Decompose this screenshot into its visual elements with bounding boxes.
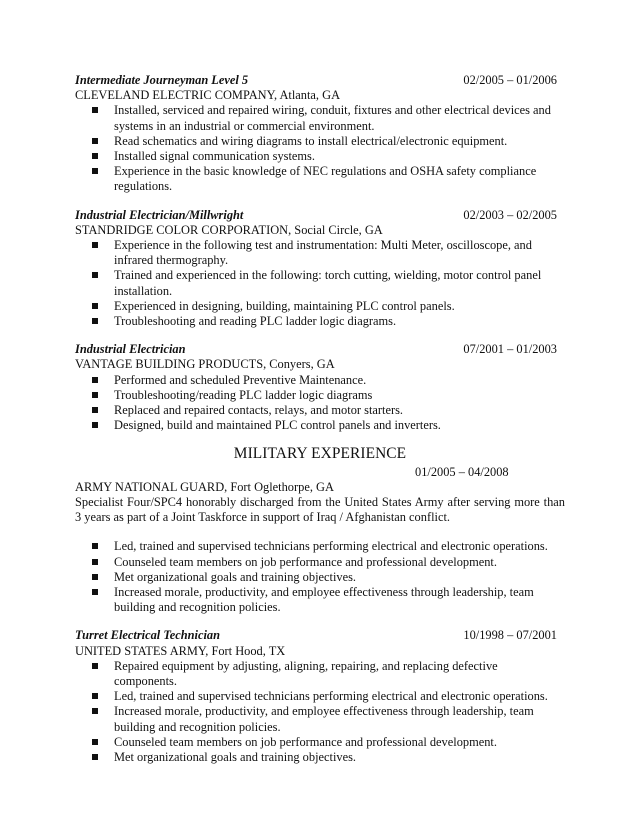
section-title: MILITARY EXPERIENCE <box>233 445 407 463</box>
bullet-text: Increased morale, productivity, and employee effectiveness through leadership, team building and recognition policies. <box>114 585 534 615</box>
square-bullet-icon <box>92 272 98 278</box>
bullet-item <box>75 750 565 765</box>
job-title: Intermediate Journeyman Level 5 <box>75 73 249 87</box>
bullet-item <box>75 704 565 734</box>
job-bullets <box>75 373 565 434</box>
bullet-item <box>75 418 565 433</box>
bullet-text: Counseled team members on job performance and professional development. <box>114 734 497 749</box>
bullet-item <box>75 388 565 403</box>
bullet-item <box>75 299 565 314</box>
job-entry <box>75 342 565 433</box>
bullet-text: Designed, build and maintained PLC control panels and inverters. <box>114 418 441 433</box>
job-dates: 02/2003 – 02/2005 <box>463 207 557 222</box>
bullet-item <box>75 659 565 689</box>
military-bullets <box>75 539 565 615</box>
square-bullet-icon <box>92 543 98 549</box>
job-bullets <box>75 103 565 194</box>
job-company: UNITED STATES ARMY, Fort Hood, TX <box>75 643 286 658</box>
job-header <box>75 342 565 357</box>
bullet-item <box>75 103 565 133</box>
square-bullet-icon <box>92 589 98 595</box>
square-bullet-icon <box>92 422 98 428</box>
square-bullet-icon <box>92 303 98 309</box>
bullet-text: Installed, serviced and repaired wiring, conduit, fixtures and other electrical devices and systems in an industrial or commercial environment. <box>114 103 551 133</box>
bullet-text: Trained and experienced in the following: torch cutting, wielding, motor control panel installation. <box>114 268 542 298</box>
square-bullet-icon <box>92 168 98 174</box>
job-entry <box>75 73 565 195</box>
bullet-item <box>75 689 565 704</box>
square-bullet-icon <box>92 407 98 413</box>
bullet-text: Troubleshooting/reading PLC ladder logic diagrams <box>114 387 373 402</box>
bullet-item <box>75 268 565 298</box>
square-bullet-icon <box>92 153 98 159</box>
bullet-item <box>75 314 565 329</box>
bullet-text: Led, trained and supervised technicians performing electrical and electronic operations. <box>114 539 548 554</box>
square-bullet-icon <box>92 693 98 699</box>
bullet-text: Read schematics and wiring diagrams to install electrical/electronic equipment. <box>114 133 508 148</box>
job-title: Industrial Electrician/Millwright <box>75 207 244 222</box>
bullet-text: Met organizational goals and training objectives. <box>114 569 357 584</box>
square-bullet-icon <box>92 138 98 144</box>
square-bullet-icon <box>92 318 98 324</box>
square-bullet-icon <box>92 754 98 760</box>
bullet-item <box>75 238 565 268</box>
job-dates: 07/2001 – 01/2003 <box>463 342 557 357</box>
job-bullets <box>75 238 565 329</box>
military-org: ARMY NATIONAL GUARD, Fort Oglethorpe, GA <box>75 479 334 494</box>
resume-page <box>75 73 565 778</box>
bullet-text: Counseled team members on job performance and professional development. <box>114 554 497 569</box>
square-bullet-icon <box>92 392 98 398</box>
square-bullet-icon <box>92 574 98 580</box>
square-bullet-icon <box>92 107 98 113</box>
bullet-text: Repaired equipment by adjusting, aligning, repairing, and replacing defective components. <box>114 658 498 689</box>
job-title: Turret Electrical Technician <box>75 628 221 643</box>
bullet-item <box>75 134 565 149</box>
bullet-text: Met organizational goals and training objectives. <box>114 750 357 765</box>
bullet-text: Performed and scheduled Preventive Maintenance. <box>114 372 367 387</box>
job-turret <box>75 628 565 765</box>
bullet-text: Troubleshooting and reading PLC ladder logic diagrams. <box>114 314 397 329</box>
bullet-text: Installed signal communication systems. <box>114 149 315 163</box>
bullet-item <box>75 539 565 554</box>
bullet-item <box>75 570 565 585</box>
bullet-item <box>75 164 565 194</box>
bullet-item <box>75 555 565 570</box>
bullet-text: Led, trained and supervised technicians performing electrical and electronic operations. <box>114 689 548 704</box>
square-bullet-icon <box>92 663 98 669</box>
job-company: CLEVELAND ELECTRIC COMPANY, Atlanta, GA <box>75 88 341 103</box>
job-company: STANDRIDGE COLOR CORPORATION, Social Circle, GA <box>75 222 383 237</box>
bullet-item <box>75 585 565 615</box>
bullet-text: Replaced and repaired contacts, relays, and motor starters. <box>114 403 403 418</box>
job-bullets <box>75 659 565 765</box>
bullet-item <box>75 403 565 418</box>
job-dates: 02/2005 – 01/2006 <box>463 73 557 87</box>
bullet-item <box>75 149 565 164</box>
square-bullet-icon <box>92 377 98 383</box>
job-company: VANTAGE BUILDING PRODUCTS, Conyers, GA <box>75 357 335 372</box>
military-dates: 01/2005 – 04/2008 <box>415 464 509 479</box>
bullet-text: Experienced in designing, building, maintaining PLC control panels. <box>114 298 455 313</box>
square-bullet-icon <box>92 242 98 248</box>
bullet-item <box>75 373 565 388</box>
square-bullet-icon <box>92 739 98 745</box>
military-summary: Specialist Four/SPC4 honorably discharged from the United States Army after serving more than 3 years as part of a Joint Taskforce in support of Iraq / Afghanistan conflict. <box>75 495 565 525</box>
bullet-text: Experience in the basic knowledge of NEC regulations and OSHA safety compliance regulations. <box>114 164 537 194</box>
square-bullet-icon <box>92 708 98 714</box>
square-bullet-icon <box>92 559 98 565</box>
military-section <box>75 446 565 615</box>
bullet-item <box>75 735 565 750</box>
job-title: Industrial Electrician <box>75 342 186 357</box>
job-header <box>75 208 565 223</box>
bullet-text: Increased morale, productivity, and employee effectiveness through leadership, team building and recognition policies. <box>114 704 534 734</box>
job-header <box>75 628 565 643</box>
job-entry <box>75 208 565 330</box>
civilian-jobs <box>75 73 565 433</box>
job-header <box>75 73 565 88</box>
job-dates: 10/1998 – 07/2001 <box>463 628 557 643</box>
bullet-text: Experience in the following test and instrumentation: Multi Meter, oscilloscope, and infrared thermography. <box>114 238 532 268</box>
